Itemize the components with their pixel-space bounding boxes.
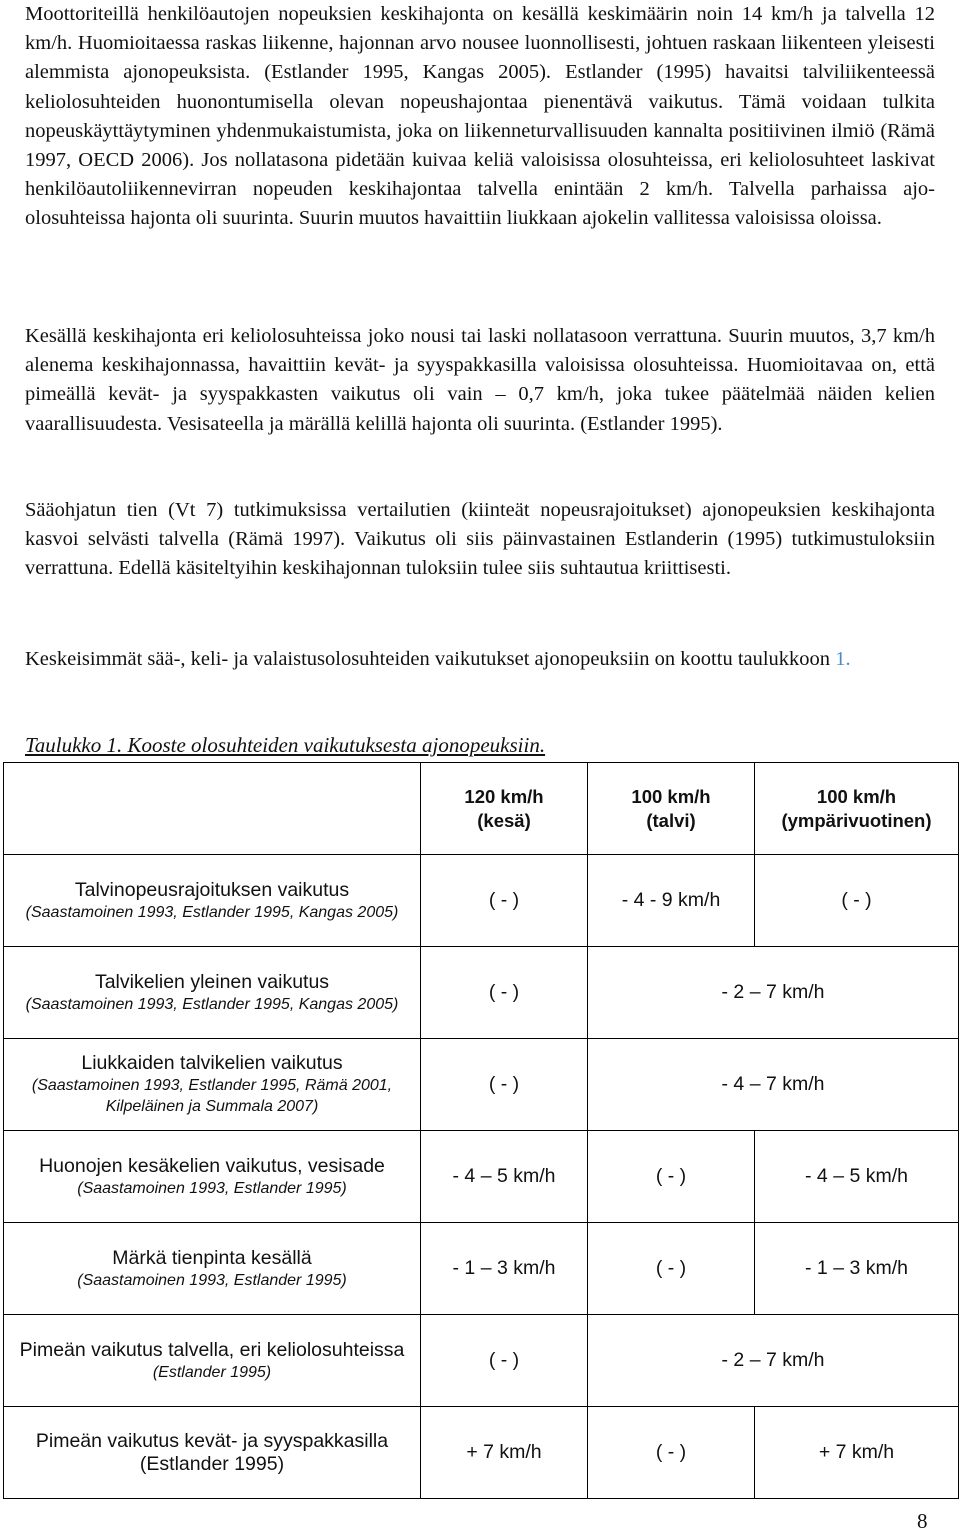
- table-row: [4, 1131, 959, 1223]
- value-cell: ( - ): [421, 1315, 588, 1407]
- row-label: Pimeän vaikutus talvella, eri keliolosuhteissa (Estlander 1995): [4, 1315, 421, 1407]
- header-winter-100: 100 km/h (talvi): [588, 763, 755, 855]
- paragraph-weather-controlled-road: Sääohjatun tien (Vt 7) tutkimuksissa vertailutien (kiinteät nopeusrajoitukset) ajonopeuksien keskihajonta kasvoi selvästi talvella (Rämä 1997). Vaikutus oli siis päinvastainen Estlanderin (1995) tutkimustuloksiin verrattuna. Edellä käsiteltyihin keskihajonnan tuloksiin tulee siis suhtautua kriittisesti.: [25, 499, 935, 580]
- table-row: [4, 1039, 959, 1131]
- table-header-row: [4, 763, 959, 855]
- summary-table: [3, 762, 959, 1499]
- paragraph-summer-deviation: Kesällä keskihajonta eri keliolosuhteissa joko nousi tai laski nollatasoon verrattuna. Suurin muutos, 3,7 km/h alenema keskihajonnassa, havaittiin kevät- ja syyspakkasilla valoisissa olosuhteissa. Huomioitavaa on, että pimeällä kevät- ja syyspakkasten vaikutus oli vain – 0,7 km/h, joka tukee päätelmää näiden kelien vaarallisuudesta. Vesisateella ja märällä kelillä hajonta oli suurinta. (Estlander 1995).: [25, 325, 935, 435]
- paragraph-table-reference-text: Keskeisimmät sää-, keli- ja valaistusolosuhteiden vaikutukset ajonopeuksiin on koottu taulukkoon: [25, 648, 836, 670]
- table-caption: Taulukko 1. Kooste olosuhteiden vaikutuksesta ajonopeuksiin.: [25, 733, 546, 757]
- table-row: [4, 1223, 959, 1315]
- table-row: [4, 855, 959, 947]
- row-label: Huonojen kesäkelien vaikutus, vesisade (Saastamoinen 1993, Estlander 1995): [4, 1131, 421, 1223]
- value-cell: ( - ): [421, 1039, 588, 1131]
- row-label: Märkä tienpinta kesällä (Saastamoinen 1993, Estlander 1995): [4, 1223, 421, 1315]
- table-row: [4, 1407, 959, 1499]
- value-cell: + 7 km/h: [421, 1407, 588, 1499]
- table-row: [4, 1315, 959, 1407]
- value-cell: ( - ): [421, 855, 588, 947]
- value-cell: - 4 - 9 km/h: [588, 855, 755, 947]
- value-cell: ( - ): [421, 947, 588, 1039]
- row-label: Pimeän vaikutus kevät- ja syyspakkasilla (Estlander 1995): [4, 1407, 421, 1499]
- row-label: Talvikelien yleinen vaikutus (Saastamoinen 1993, Estlander 1995, Kangas 2005): [4, 947, 421, 1039]
- row-label: Talvinopeusrajoituksen vaikutus (Saastamoinen 1993, Estlander 1995, Kangas 2005): [4, 855, 421, 947]
- header-yearround-100: 100 km/h (ympärivuotinen): [755, 763, 959, 855]
- value-cell: ( - ): [588, 1223, 755, 1315]
- value-cell: ( - ): [755, 855, 959, 947]
- paragraph-speed-deviation: Moottoriteillä henkilöautojen nopeuksien keskihajonta on kesällä keskimäärin noin 14 km/h ja talvella 12 km/h. Huomioitaessa raskas liikenne, hajonnan arvo nousee luonnollisesti, johtuen raskaan liikenteen yleisesti alemmista ajonopeuksista. (Estlander 1995, Kangas 2005). Estlander (1995) havaitsi talviliikenteessä keliolosuhteiden huonontumisella olevan nopeushajontaa pienentävä vaikutus. Tämä voidaan tulkita nopeuskäyttäytyminen yhdenmukaistumista, joka on liikenneturvallisuuden kannalta positiivinen ilmiö (Rämä 1997, OECD 2006). Jos nollatasona pidetään kuivaa keliä valoisissa olosuhteissa, eri keliolosuhteet laskivat henkilöautoliikennevirran nopeuden keskihajontaa talvella enintään 2 km/h. Talvella parhaissa ajo-olosuhteissa hajonta oli suurinta. Suurin muutos havaittiin liukkaan ajokelin vallitessa valoisissa oloissa.: [25, 3, 935, 230]
- header-empty-cell: [4, 763, 421, 855]
- value-cell: - 4 – 5 km/h: [421, 1131, 588, 1223]
- value-cell: - 4 – 5 km/h: [755, 1131, 959, 1223]
- value-cell: + 7 km/h: [755, 1407, 959, 1499]
- value-cell: - 1 – 3 km/h: [755, 1223, 959, 1315]
- merged-value-cell: - 2 – 7 km/h: [588, 947, 959, 1039]
- row-label: Liukkaiden talvikelien vaikutus (Saastamoinen 1993, Estlander 1995, Rämä 2001, Kilpeläinen ja Summala 2007): [4, 1039, 421, 1131]
- table-reference-link[interactable]: 1.: [835, 648, 851, 670]
- value-cell: ( - ): [588, 1407, 755, 1499]
- header-summer-120: 120 km/h (kesä): [421, 763, 588, 855]
- value-cell: - 1 – 3 km/h: [421, 1223, 588, 1315]
- paragraph-table-reference: [25, 645, 851, 674]
- page-number: 8: [917, 1509, 928, 1533]
- table-row: [4, 947, 959, 1039]
- value-cell: ( - ): [588, 1131, 755, 1223]
- merged-value-cell: - 4 – 7 km/h: [588, 1039, 959, 1131]
- merged-value-cell: - 2 – 7 km/h: [588, 1315, 959, 1407]
